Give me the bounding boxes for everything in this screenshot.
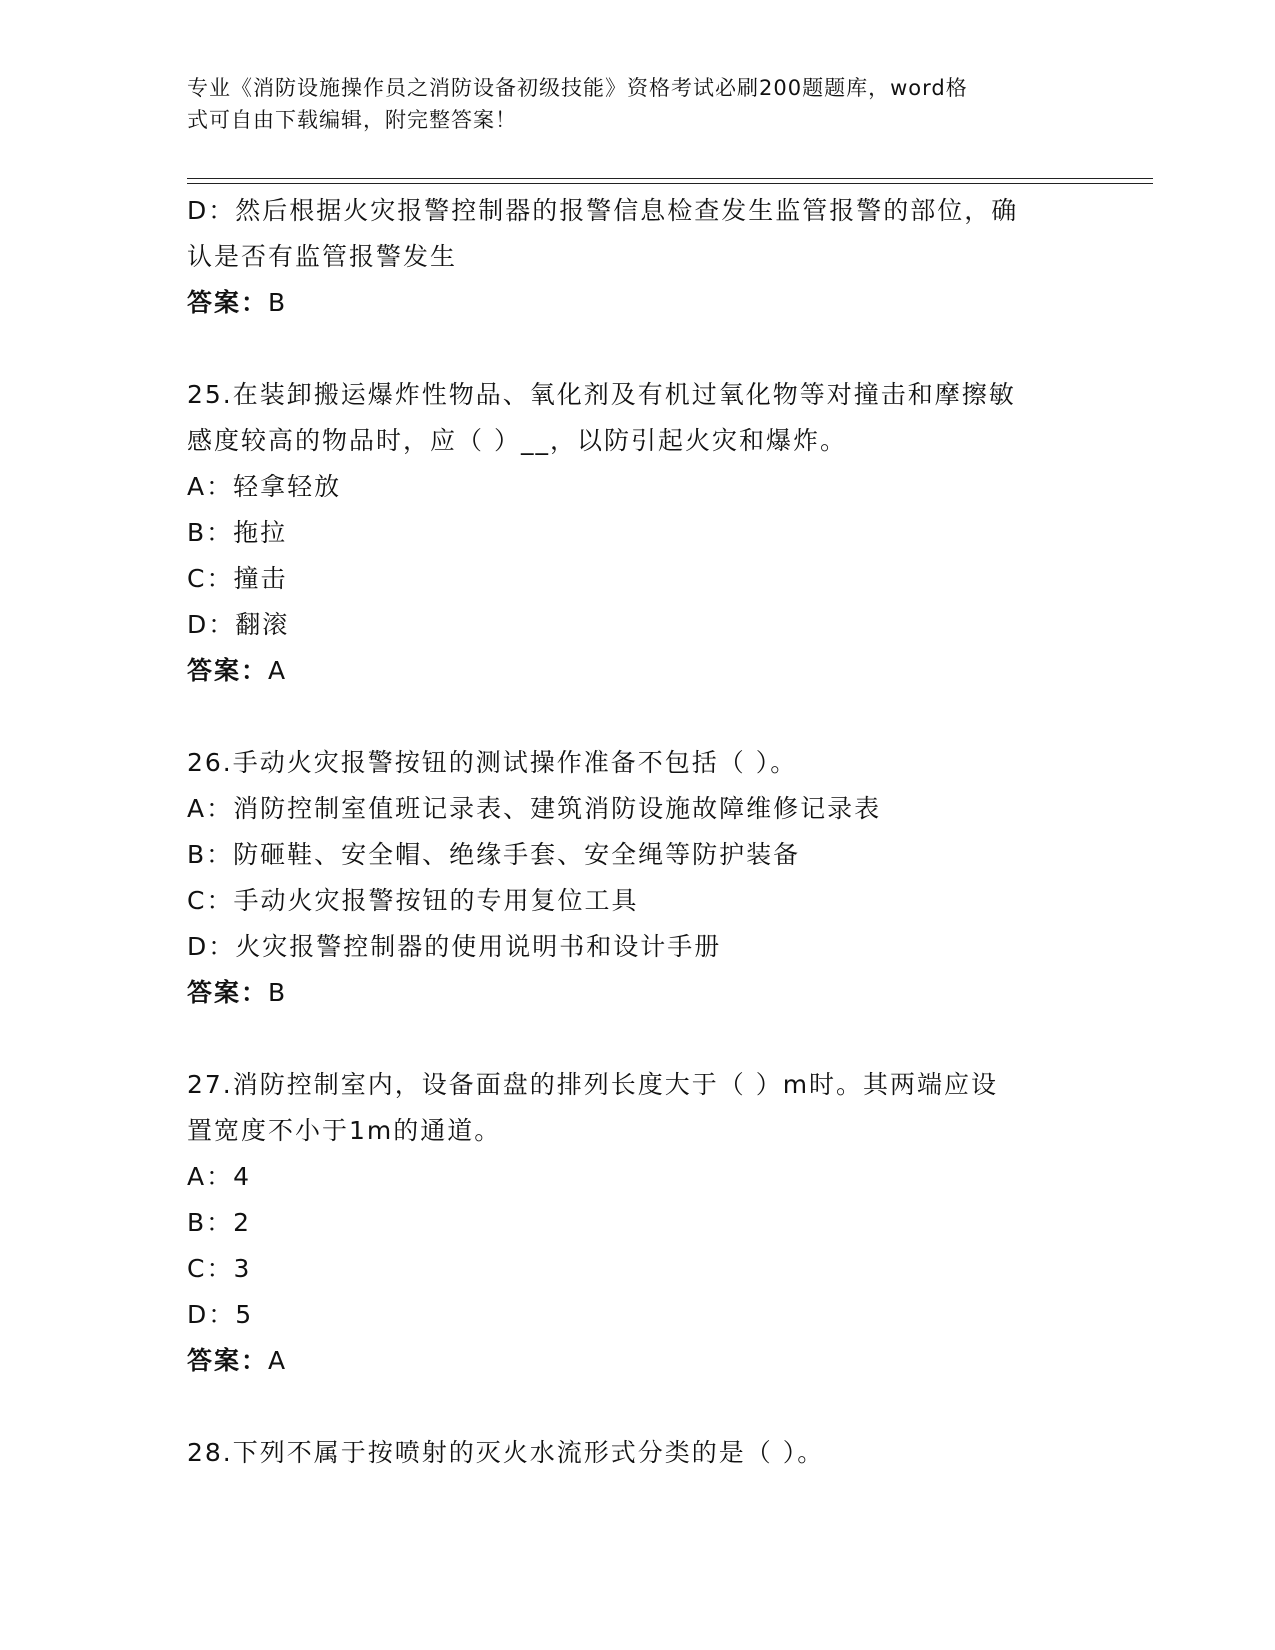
header-line-2: 式可自由下载编辑，附完整答案！: [187, 108, 517, 132]
question-27: [187, 1062, 1087, 1384]
option-b: B：拖拉: [187, 518, 288, 547]
question-24: [187, 188, 1087, 326]
answer-value: B: [268, 288, 288, 317]
answer-25: [187, 648, 1087, 694]
question-stem-line-1: 26.手动火灾报警按钮的测试操作准备不包括（ ）。: [187, 748, 798, 777]
answer-value: B: [268, 978, 288, 1007]
option-c: C：手动火灾报警按钮的专用复位工具: [187, 886, 639, 915]
spacer: [187, 1016, 1087, 1062]
option-a: A：4: [187, 1162, 252, 1191]
header-line-1: 专业《消防设施操作员之消防设备初级技能》资格考试必刷200题题库，word格: [187, 76, 968, 100]
option-d: D：火灾报警控制器的使用说明书和设计手册: [187, 932, 722, 961]
answer-label: 答案：: [187, 978, 269, 1007]
option-d-line-1: D：然后根据火灾报警控制器的报警信息检查发生监管报警的部位，确: [187, 196, 1019, 225]
answer-27: [187, 1338, 1087, 1384]
answer-value: A: [268, 1346, 288, 1375]
option-c: C：撞击: [187, 564, 288, 593]
question-25: [187, 372, 1087, 694]
answer-value: A: [268, 656, 288, 685]
spacer: [187, 326, 1087, 372]
question-list: [187, 188, 1087, 1476]
question-stem-line-1: 28.下列不属于按喷射的灭火水流形式分类的是（ ）。: [187, 1438, 825, 1467]
option-c: C：3: [187, 1254, 252, 1283]
header-divider-top: [187, 178, 1153, 179]
option-d: D：翻滚: [187, 610, 290, 639]
option-d-line-2: 认是否有监管报警发生: [187, 242, 458, 271]
option-b: B：防砸鞋、安全帽、绝缘手套、安全绳等防护装备: [187, 840, 801, 869]
answer-label: 答案：: [187, 656, 269, 685]
question-26: [187, 740, 1087, 1016]
spacer: [187, 694, 1087, 740]
answer-26: [187, 970, 1087, 1016]
spacer: [187, 1384, 1087, 1430]
question-28: [187, 1430, 1087, 1476]
option-d: D：5: [187, 1300, 254, 1329]
question-stem-line-1: 25.在装卸搬运爆炸性物品、氧化剂及有机过氧化物等对撞击和摩擦敏: [187, 380, 1016, 409]
question-stem-line-2: 感度较高的物品时，应（ ）__，以防引起火灾和爆炸。: [187, 426, 847, 455]
question-stem-line-2: 置宽度不小于1m的通道。: [187, 1116, 502, 1145]
header-divider-bottom: [187, 183, 1153, 184]
question-stem-line-1: 27.消防控制室内，设备面盘的排列长度大于（ ）m时。其两端应设: [187, 1070, 999, 1099]
option-b: B：2: [187, 1208, 252, 1237]
answer-24: [187, 280, 1087, 326]
option-a: A：轻拿轻放: [187, 472, 342, 501]
answer-label: 答案：: [187, 288, 269, 317]
option-a: A：消防控制室值班记录表、建筑消防设施故障维修记录表: [187, 794, 882, 823]
document-header: [187, 72, 1067, 136]
answer-label: 答案：: [187, 1346, 269, 1375]
